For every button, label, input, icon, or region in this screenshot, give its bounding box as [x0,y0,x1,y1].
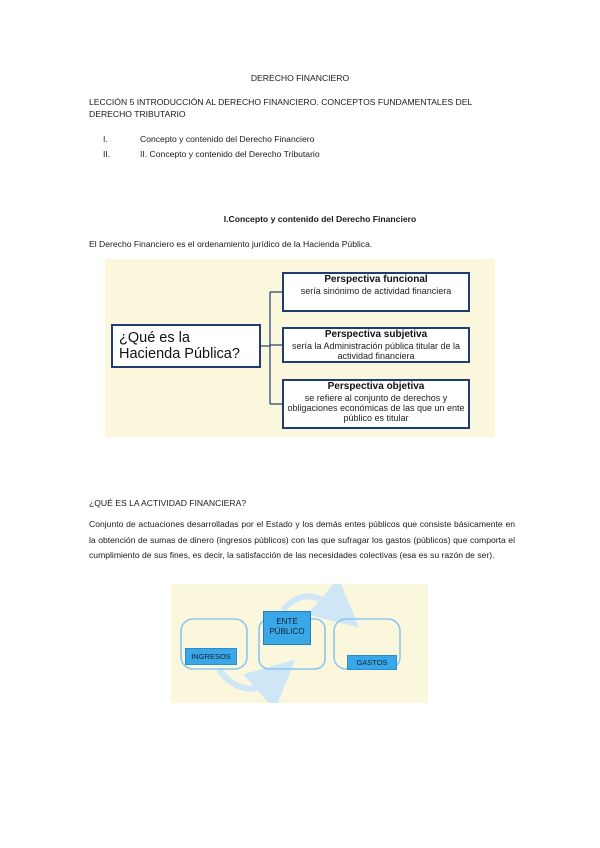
perspective-functional [282,272,470,312]
hacienda-diagram [105,259,495,437]
perspective-heading: Perspectiva objetiva [327,381,425,392]
definition-text: El Derecho Financiero es el ordenamiento jurídico de la Hacienda Pública. [89,239,373,249]
perspective-subjective [282,327,470,363]
gastos-label: GASTOS [347,655,397,670]
toc-number: I. [103,134,108,144]
section-title: I.Concepto y contenido del Derecho Financiero [223,214,417,224]
arrow-ente-to-gastos [283,596,341,612]
perspective-text: se refiere al conjunto de derechos y obligaciones económicas de las que un ente público es titular [287,393,465,423]
toc-item: Concepto y contenido del Derecho Financiero [140,134,315,144]
ente-publico-label: ENTE PÚBLICO [263,611,311,645]
section-title: ¿QUÉ ES LA ACTIVIDAD FINANCIERA? [89,498,247,508]
lesson-heading: LECCIÓN 5 INTRODUCCIÓN AL DERECHO FINANCIERO. CONCEPTOS FUNDAMENTALES DEL DERECHO TRIBUTARIO [89,97,472,119]
perspective-text: sería sinónimo de actividad financiera [300,286,452,296]
body-paragraph: Conjunto de actuaciones desarrolladas por el Estado y los demás entes públicos que consiste básicamente en la obtención de sumas de dinero (ingresos públicos) con las que sufragar los gastos (públicos) que comporta el cumplimiento de sus fines, es decir, la satisfacción de las necesidades colectivas (esa es su razón de ser). [89,519,515,560]
perspective-objective [282,379,470,429]
perspective-heading: Perspectiva funcional [324,274,428,285]
document-title: DERECHO FINANCIERO [250,73,350,83]
question-box: ¿Qué es la Hacienda Pública? [111,324,261,368]
ingresos-label: INGRESOS [185,648,237,665]
financial-cycle-diagram [171,584,428,703]
arrow-ingresos-to-ente [219,670,277,689]
perspective-text: sería la Administración pública titular de la actividad financiera [291,341,461,361]
perspective-heading: Perspectiva subjetiva [324,329,428,340]
toc-item: II. Concepto y contenido del Derecho Tributario [140,149,320,159]
toc-number: II. [103,149,111,159]
